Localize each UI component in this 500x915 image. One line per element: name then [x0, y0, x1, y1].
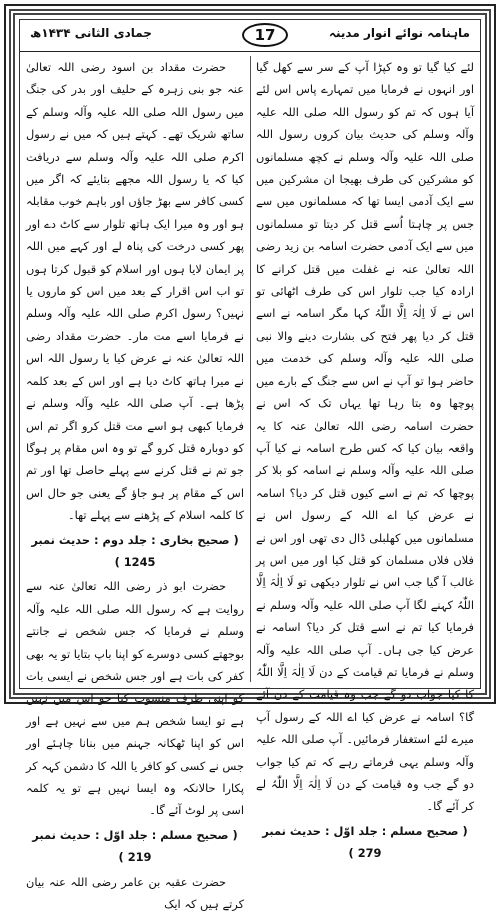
- right-column: [256, 56, 474, 861]
- left-paragraph-2: حضرت ابو ذر رضی اللہ تعالیٰ عنہ سے روایت ہے کہ رسول اللہ صلی اللہ علیہ وآلہ وسلم نے فرمایا کہ جس شخص نے جانتے بوجھتے کسی دوسرے کو اپنا باپ بتایا تو یہ بھی کفر کی بات ہے اور جس شخص نے ایسی بات کو اپنی طرف منسوب کیا جو اس میں نہیں ہے تو ایسا شخص ہم میں سے نہیں ہے اور اس کو اپنا ٹھکانہ جہنم میں بنانا چاہئے اور جس نے کسی کو کافر یا اللہ کا دشمن کہہ کر پکارا حالانکہ وہ ایسا نہیں ہے تو یہ کلمہ اسی پر لوٹ آئے گا۔: [26, 579, 244, 818]
- left-paragraph-1: حضرت مقداد بن اسود رضی اللہ تعالیٰ عنہ جو بنی زہرہ کے حلیف اور بدر کی جنگ میں رسول اللہ صلی اللہ علیہ وآلہ وسلم کے ساتھ شریک تھے۔ کہتے ہیں کہ میں نے رسول اکرم صلی اللہ علیہ وآلہ وسلم سے دریافت کیا کہ یا رسول اللہ مجھے بتایئے کہ اگر میں کسی کافر سے بھڑ جاؤں اور باہم خوب مقابلہ ہو اور وہ میرا ایک ہاتھ تلوار سے کاٹ دے اور پھر کسی درخت کی پناہ لے اور کہے میں اللہ پر ایمان لایا ہوں اور اسلام کو قبول کرتا ہوں تو اب اس اقرار کے بعد میں اس کو ماروں یا نہیں؟ رسول اکرم صلی اللہ علیہ وآلہ وسلم نے فرمایا اسے مت مار۔ حضرت مقداد رضی اللہ تعالیٰ عنہ نے عرض کیا یا رسول اللہ اس نے میرا ہاتھ کاٹ دیا ہے اور اس کے بعد کلمہ پڑھا ہے۔ آپ صلی اللہ علیہ وآلہ وسلم نے فرمایا کبھی ہو اسے مت قتل کرو اگر تم اس کو دوبارہ قتل کرو گے تو وہ اس مقام پر ہوگا جو تم نے قتل کرنے سے پہلے حاصل تھا اور تم اس کے مقام پر ہو جاؤ گے یعنی جو حال اس کا کلمہ اسلام کے پڑھنے سے پہلے تھا۔: [26, 60, 244, 523]
- right-reference: ( صحیح مسلم : جلد اوّل : حدیث نمبر 279 ): [262, 823, 468, 861]
- left-reference-1: ( صحیح بخاری : جلد دوم : حدیث نمبر 1245 ): [31, 532, 239, 569]
- header-date: جمادی الثانی ۱۴۳۴ھ: [30, 26, 152, 40]
- page-number: 17: [242, 23, 288, 47]
- right-paragraph: لئے کیا گیا تو وہ کپڑا آپ کے سر سے کھل گیا اور انہوں نے فرمایا میں تمہارے پاس اس لئے آیا ہوں کہ تم کو رسول اللہ صلی اللہ علیہ وآلہ وسلم کی حدیث بیان کروں رسول اللہ صلی اللہ علیہ وآلہ وسلم نے کچھ مسلمانوں کو مشرکین کی طرف بھیجا ان مشرکین میں سے ایک آدمی ایسا تھا کہ مسلمانوں میں سے جس پر چاہتا اُسے قتل کر دیتا تو مسلمانوں میں سے ایک آدمی حضرت اسامہ بن زید رضی اللہ تعالیٰ عنہ نے غفلت میں قتل کرانے کا ارادہ کیا جب تلوار اس کی طرف اٹھائی تو اس نے لَا اِلٰہَ اِلَّا اللّٰہُ کہا مگر اسامہ نے اسے قتل کر دیا پھر فتح کی بشارت دینے والا نبی صلی اللہ علیہ وآلہ وسلم کی خدمت میں حاضر ہوا تو آپ نے اس سے جنگ کے بارے میں پوچھا وہ بتا رہا تھا یہاں تک کہ اس نے حضرت اسامہ رضی اللہ تعالیٰ عنہ کا یہ واقعہ بیان کیا کہ کس طرح اسامہ نے کیا آپ صلی اللہ علیہ وآلہ وسلم نے اسامہ کو بلا کر پوچھا کہ تم نے اسے کیوں قتل کر دیا؟ اسامہ نے عرض کیا اے اللہ کے رسول اس نے مسلمانوں میں کھلبلی ڈال دی تھی اور اس نے فلاں فلاں مسلمان کو قتل کیا اور میں اس پر غالب آ گیا جب اس نے تلوار دیکھی تو لَا اِلٰہَ اِلَّا اللّٰہُ کہنے لگا آپ صلی اللہ علیہ وآلہ وسلم نے فرمایا کیا تم نے اسے قتل کر دیا؟ اسامہ نے عرض کیا جی ہاں۔ آپ صلی اللہ علیہ وآلہ وسلم نے فرمایا تم قیامت کے دن لَا اِلٰہَ اِلَّا اللّٰہُ کا کیا جواب دو گے جب وہ قیامت کے دن آئے گا؟ اسامہ نے عرض کیا اے اللہ کے رسول آپ میرے لئے استغفار فرمائیں۔ آپ صلی اللہ علیہ وآلہ وسلم یہی فرماتے رہے کہ تم کیا جواب دو گے جب وہ قیامت کے دن لَا اِلٰہَ اِلَّا اللّٰہُ لے کر آئے گا۔: [256, 60, 474, 814]
- left-closing-line: حضرت عقبہ بن عامر رضی اللہ عنہ بیان کرتے ہیں کہ ایک: [26, 874, 244, 912]
- left-reference-2: ( صحیح مسلم : جلد اوّل : حدیث نمبر 219 ): [32, 827, 238, 865]
- page-header: [20, 20, 480, 52]
- header-magazine-title: ماہنامہ نوائے انوار مدینہ: [328, 26, 470, 40]
- left-column: [26, 56, 244, 912]
- column-divider: [250, 56, 251, 682]
